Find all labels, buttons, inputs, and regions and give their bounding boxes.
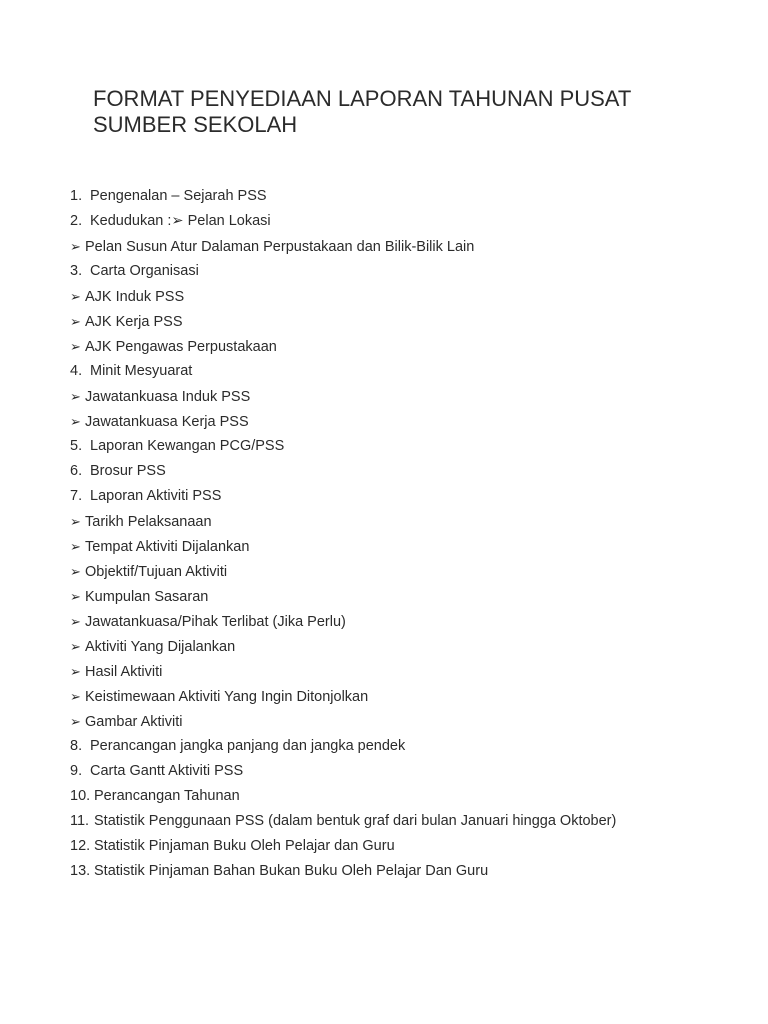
list-item [70, 634, 750, 659]
arrow-bullet-icon: ➢ [70, 339, 81, 354]
list-item-text: Minit Mesyuarat [90, 363, 193, 379]
list-item-text: Statistik Pinjaman Buku Oleh Pelajar dan Guru [94, 838, 395, 854]
list-item [70, 609, 750, 634]
list-item-text: Jawatankuasa Kerja PSS [85, 414, 249, 430]
list-item [70, 709, 750, 734]
list-item-text: Pengenalan – Sejarah PSS [90, 188, 267, 204]
report-format-list [70, 184, 750, 884]
list-item [70, 584, 750, 609]
list-item-text: Keistimewaan Aktiviti Yang Ingin Ditonjolkan [85, 689, 369, 705]
list-item-text: Perancangan jangka panjang dan jangka pendek [90, 738, 406, 754]
list-item-text: Gambar Aktiviti [85, 714, 183, 730]
arrow-bullet-icon: ➢ [70, 689, 81, 704]
list-item-number: 9. [70, 763, 83, 779]
list-item [70, 784, 750, 809]
list-item-number: 7. [70, 488, 83, 504]
list-item-text: Laporan Aktiviti PSS [90, 488, 222, 504]
list-item-text: Kedudukan :➢ Pelan Lokasi [90, 213, 271, 229]
list-item [70, 734, 750, 759]
arrow-bullet-icon: ➢ [70, 414, 81, 429]
list-item [70, 484, 750, 509]
list-item [70, 234, 750, 259]
list-item [70, 434, 750, 459]
list-item [70, 534, 750, 559]
list-item [70, 384, 750, 409]
list-item-number: 12. [70, 838, 91, 854]
arrow-bullet-icon: ➢ [70, 289, 81, 304]
list-item [70, 459, 750, 484]
arrow-bullet-icon: ➢ [70, 389, 81, 404]
list-item-text: Jawatankuasa/Pihak Terlibat (Jika Perlu) [85, 614, 346, 630]
list-item-text: Hasil Aktiviti [85, 664, 163, 680]
list-item [70, 209, 750, 234]
list-item [70, 509, 750, 534]
list-item [70, 684, 750, 709]
list-item [70, 409, 750, 434]
document-title-line-1: FORMAT PENYEDIAAN LAPORAN TAHUNAN PUSAT [93, 86, 632, 111]
arrow-bullet-icon: ➢ [70, 589, 81, 604]
document-title [93, 86, 693, 138]
list-item-text: AJK Kerja PSS [85, 314, 183, 330]
list-item-text: Carta Organisasi [90, 263, 199, 279]
list-item-number: 1. [70, 188, 83, 204]
list-item-text: Laporan Kewangan PCG/PSS [90, 438, 285, 454]
list-item-number: 2. [70, 213, 83, 229]
list-item [70, 259, 750, 284]
list-item-text: Kumpulan Sasaran [85, 589, 209, 605]
list-item-text: AJK Pengawas Perpustakaan [85, 339, 277, 355]
list-item-number: 8. [70, 738, 83, 754]
list-item-number: 11. [70, 813, 90, 829]
list-item-number: 4. [70, 363, 83, 379]
list-item [70, 284, 750, 309]
list-item-number: 3. [70, 263, 83, 279]
arrow-bullet-icon: ➢ [70, 539, 81, 554]
arrow-bullet-icon: ➢ [70, 239, 81, 254]
list-item-number: 10. [70, 788, 91, 804]
list-item-text: Objektif/Tujuan Aktiviti [85, 564, 228, 580]
list-item-text: Brosur PSS [90, 463, 166, 479]
list-item [70, 809, 750, 834]
list-item-text: Jawatankuasa Induk PSS [85, 389, 251, 405]
list-item-text: Tarikh Pelaksanaan [85, 514, 212, 530]
list-item-number: 6. [70, 463, 83, 479]
list-item [70, 859, 750, 884]
list-item-text: Pelan Susun Atur Dalaman Perpustakaan dan Bilik-Bilik Lain [85, 239, 475, 255]
list-item [70, 759, 750, 784]
list-item [70, 359, 750, 384]
list-item-number: 13. [70, 863, 91, 879]
list-item [70, 659, 750, 684]
document-title-line-2: SUMBER SEKOLAH [93, 112, 298, 137]
list-item-text: Aktiviti Yang Dijalankan [85, 639, 236, 655]
list-item [70, 184, 750, 209]
arrow-bullet-icon: ➢ [70, 714, 81, 729]
arrow-bullet-icon: ➢ [70, 314, 81, 329]
list-item [70, 309, 750, 334]
list-item [70, 559, 750, 584]
list-item-text: Statistik Penggunaan PSS (dalam bentuk graf dari bulan Januari hingga Oktober) [94, 813, 617, 829]
arrow-bullet-icon: ➢ [70, 614, 81, 629]
arrow-bullet-icon: ➢ [70, 639, 81, 654]
arrow-bullet-icon: ➢ [70, 564, 81, 579]
arrow-bullet-icon: ➢ [70, 514, 81, 529]
list-item-text: Tempat Aktiviti Dijalankan [85, 539, 250, 555]
arrow-bullet-icon: ➢ [70, 664, 81, 679]
list-item-text: Carta Gantt Aktiviti PSS [90, 763, 244, 779]
list-item [70, 334, 750, 359]
list-item-text: Perancangan Tahunan [94, 788, 240, 804]
list-item [70, 834, 750, 859]
list-item-number: 5. [70, 438, 83, 454]
list-item-text: Statistik Pinjaman Bahan Bukan Buku Oleh Pelajar Dan Guru [94, 863, 489, 879]
list-item-text: AJK Induk PSS [85, 289, 185, 305]
